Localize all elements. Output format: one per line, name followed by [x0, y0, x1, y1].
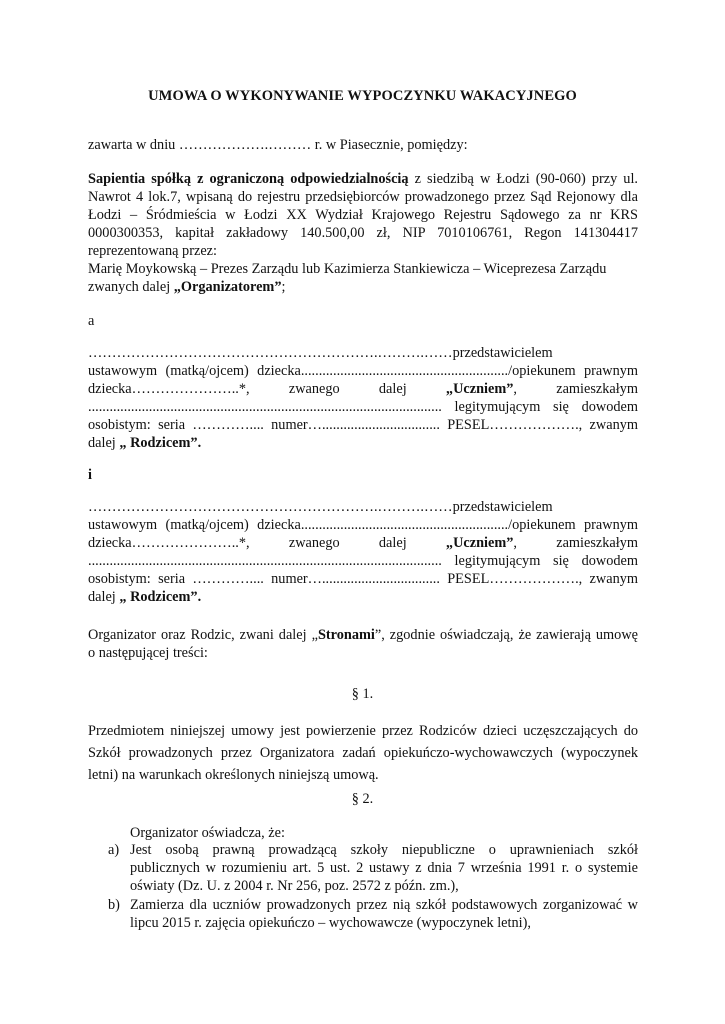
company-line-1 [88, 170, 638, 188]
parent1-pupil-term: „Uczniem” [445, 381, 514, 397]
parent2-word-residing: zamieszkałym [556, 535, 639, 551]
company-line-6: Marię Moykowską – Prezes Zarządu lub Kazimierza Stankiewicza – Wiceprezesa Zarządu [88, 261, 607, 277]
parent2-word-further: dalej [378, 535, 407, 551]
organizer-term: „Organizatorem” [173, 279, 282, 295]
parent2-comma: , [513, 535, 517, 551]
parent2-line-2: ustawowym (matką/ojcem) dziecka........................................................../opiekunem prawnym [88, 517, 638, 533]
conjunction-a: a [88, 313, 95, 329]
company-line-3: Łodzi – Śródmieścia w Łodzi XX Wydział Krajowego Rejestru Sądowego za nr KRS [88, 207, 638, 223]
section-2-heading: § 2. [351, 791, 374, 807]
document-title: UMOWA O WYKONYWANIE WYPOCZYNKU WAKACYJNEGO [148, 88, 577, 104]
parent1-parent-term: „ Rodzicem”. [119, 435, 202, 451]
parent2-word-called: zwanego [288, 535, 340, 551]
company-line-7-post: ; [281, 279, 286, 295]
company-name: Sapientia spółką z ograniczoną odpowiedzialnością [88, 171, 409, 187]
list-item-a-line-2: publicznych w rozumieniu art. 5 ust. 2 ustawy z dnia 7 września 1991 r. o systemie [130, 860, 638, 876]
parent1-line-4: ................................................................................................... legitymującym się dowodem [88, 399, 638, 415]
company-line-4: 0000300353, kapitał zakładowy 140.500,00 zł, NIP 7010106761, Regon 141304417 [88, 225, 638, 241]
section-1-line-1: Przedmiotem niniejszej umowy jest powierzenie przez Rodziców dzieci uczęszczających do [88, 723, 638, 739]
parent1-line-2: ustawowym (matką/ojcem) dziecka........................................................../opiekunem prawnym [88, 363, 638, 379]
list-item-a-line-3: oświaty (Dz. U. z 2004 r. Nr 256, poz. 2572 z późn. zm.), [130, 878, 459, 894]
parent1-word-called: zwanego [288, 381, 340, 397]
parties-term: Stronami [317, 627, 375, 643]
parent1-line-6-pre: dalej [88, 435, 120, 451]
parties-line-1 [88, 626, 638, 644]
parent2-parent-term: „ Rodzicem”. [119, 589, 202, 605]
parent2-line-5: osobistym: seria ………….... numer…................................. PESEL………………., zwanym [88, 571, 638, 587]
parent2-line-1: …………………………………………………….……….……przedstawicielem [88, 499, 553, 515]
list-item-a-marker: a) [108, 842, 120, 858]
parent1-line-1: …………………………………………………….……….……przedstawicielem [88, 345, 553, 361]
parent1-line-5: osobistym: seria ………….... numer…................................. PESEL………………., zwanym [88, 417, 638, 433]
parent2-line-3 [88, 534, 638, 552]
parent2-line-6-pre: dalej [88, 589, 120, 605]
parent1-word-further: dalej [378, 381, 407, 397]
company-line-7-pre: zwanych dalej [88, 279, 174, 295]
parent2-line-6 [88, 588, 638, 606]
parent1-word-residing: zamieszkałym [556, 381, 639, 397]
list-item-b-line-2: lipcu 2015 r. zajęcia opiekuńczo – wychowawcze (wypoczynek letni), [130, 915, 531, 931]
parent1-child-field: dziecka…………………..*, [88, 381, 250, 397]
section-1-heading: § 1. [351, 686, 374, 702]
company-line-1-rest: z siedzibą w Łodzi (90-060) przy ul. [408, 171, 638, 187]
list-item-a-line-1: Jest osobą prawną prowadzącą szkoły niepubliczne o uprawnieniach szkół [130, 842, 638, 858]
section-2-lead: Organizator oświadcza, że: [130, 825, 285, 841]
company-line-5: reprezentowaną przez: [88, 243, 217, 259]
parent1-line-6 [88, 434, 638, 452]
parent1-comma: , [513, 381, 517, 397]
parent2-pupil-term: „Uczniem” [445, 535, 514, 551]
list-item-b-marker: b) [108, 897, 120, 913]
section-1-line-2: Szkół prowadzonych przez Organizatora zadań opiekuńczo-wychowawczych (wypoczynek [88, 745, 638, 761]
conjunction-i: i [88, 467, 92, 483]
parent2-child-field: dziecka…………………..*, [88, 535, 250, 551]
company-line-7 [88, 278, 638, 296]
intro-line: zawarta w dniu ……………….……… r. w Piasecznie, pomiędzy: [88, 137, 468, 153]
list-item-b-line-1: Zamierza dla uczniów prowadzonych przez nią szkół podstawowych zorganizować w [130, 897, 638, 913]
parent1-line-3 [88, 380, 638, 398]
parties-line-2: o następującej treści: [88, 645, 208, 661]
parties-line-1-pre: Organizator oraz Rodzic, zwani dalej „ [88, 627, 318, 643]
section-1-line-3: letni) na warunkach określonych niniejszą umową. [88, 767, 379, 783]
company-line-2: Nawrot 4 lok.7, wpisaną do rejestru przedsiębiorców prowadzonego przez Sąd Rejonowy dla [88, 189, 638, 205]
parties-line-1-post: ”, zgodnie oświadczają, że zawierają umowę [374, 627, 638, 643]
parent2-line-4: ................................................................................................... legitymującym się dowodem [88, 553, 638, 569]
